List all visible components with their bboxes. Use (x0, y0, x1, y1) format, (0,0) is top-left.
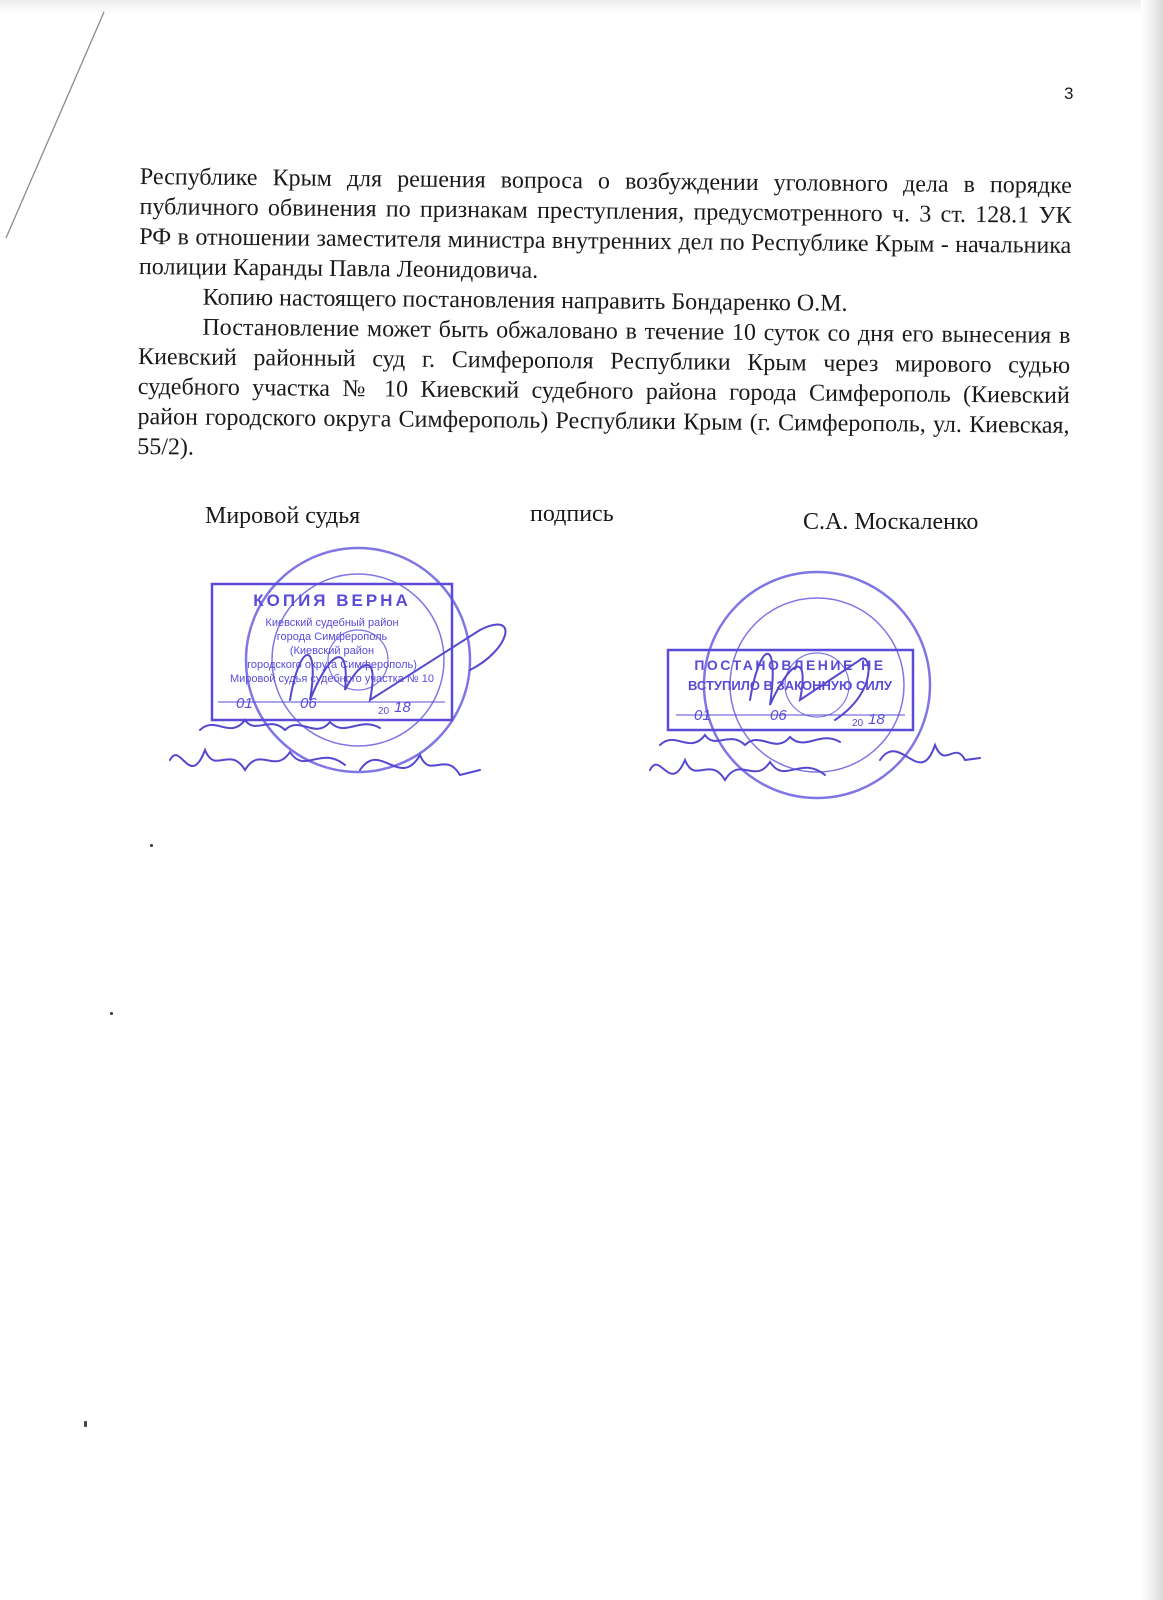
stamp-left-line-2: города Симферополь (276, 631, 388, 643)
handwritten-signature-left (170, 625, 505, 775)
stamp-left-date-year-suffix: 18 (394, 699, 411, 716)
stamp-right-date-year-suffix: 18 (868, 711, 885, 728)
paragraph-1: Республике Крым для решения вопроса о возбуждении уголовного дела в порядке публичного обвинения по признакам преступления, предусмотренного ч. 3 ст. 128.1 УК РФ в отношении заместителя министра внутренних дел по Республике Крым - начальника полиции Каранды Павла Леонидовича. (138, 163, 1072, 284)
signature-block (205, 503, 1025, 537)
stamp-left-date-day: 01 (236, 695, 253, 712)
stamp-right-date-year-prefix: 20 (852, 718, 864, 729)
stamp-left-line-4: городского округа Симферополь) (247, 659, 417, 671)
scan-speck (110, 1012, 113, 1015)
stamp-left-date-month: 06 (300, 695, 317, 712)
page-number: 3 (1064, 84, 1074, 103)
scan-speck (84, 1421, 87, 1427)
scan-speck (150, 844, 153, 847)
handwritten-signature-right (650, 654, 980, 780)
stamp-right-date-day: 01 (694, 707, 711, 724)
stamp-left-line-1: Киевский судебный район (265, 617, 399, 629)
stamp-copy-verified (212, 584, 452, 720)
document-body (137, 162, 1072, 471)
stamp-right-line-1: ПОСТАНОВЛЕНИЕ НЕ (694, 657, 886, 673)
paragraph-2: Копию настоящего постановления направить Бондаренко О.М. (202, 284, 848, 317)
scan-edge-top (0, 0, 1163, 14)
round-seal-right (704, 572, 930, 798)
scan-artifact-line (0, 10, 120, 240)
stamp-left-line-5: Мировой судья судебного участка № 10 (229, 673, 435, 685)
stamp-left-title: КОПИЯ ВЕРНА (253, 591, 411, 610)
stamp-right-date-month: 06 (770, 707, 787, 724)
signer-position: Мировой судья (205, 503, 361, 529)
round-seal-left (246, 548, 470, 772)
signature-placeholder: подпись (530, 501, 614, 527)
stamp-left-date-year-prefix: 20 (378, 706, 390, 717)
stamp-not-in-force (668, 650, 913, 730)
scan-edge-right (1141, 0, 1163, 1600)
stamp-right-line-2: ВСТУПИЛО В ЗАКОННУЮ СИЛУ (688, 678, 892, 693)
paragraph-3: Постановление может быть обжаловано в течение 10 суток со дня его вынесения в Киевский районный суд г. Симферополя Республики Крым через мирового судью судебного участка № 10 Киевский судебного района города Симферополь (Киевский район городского округа Симферополь) Республики Крым (г. Симферополь, ул. Киевская, 55/2). (137, 314, 1071, 461)
stamp-left-line-3: (Киевский район (289, 645, 375, 657)
signer-name: С.А. Москаленко (803, 509, 979, 535)
